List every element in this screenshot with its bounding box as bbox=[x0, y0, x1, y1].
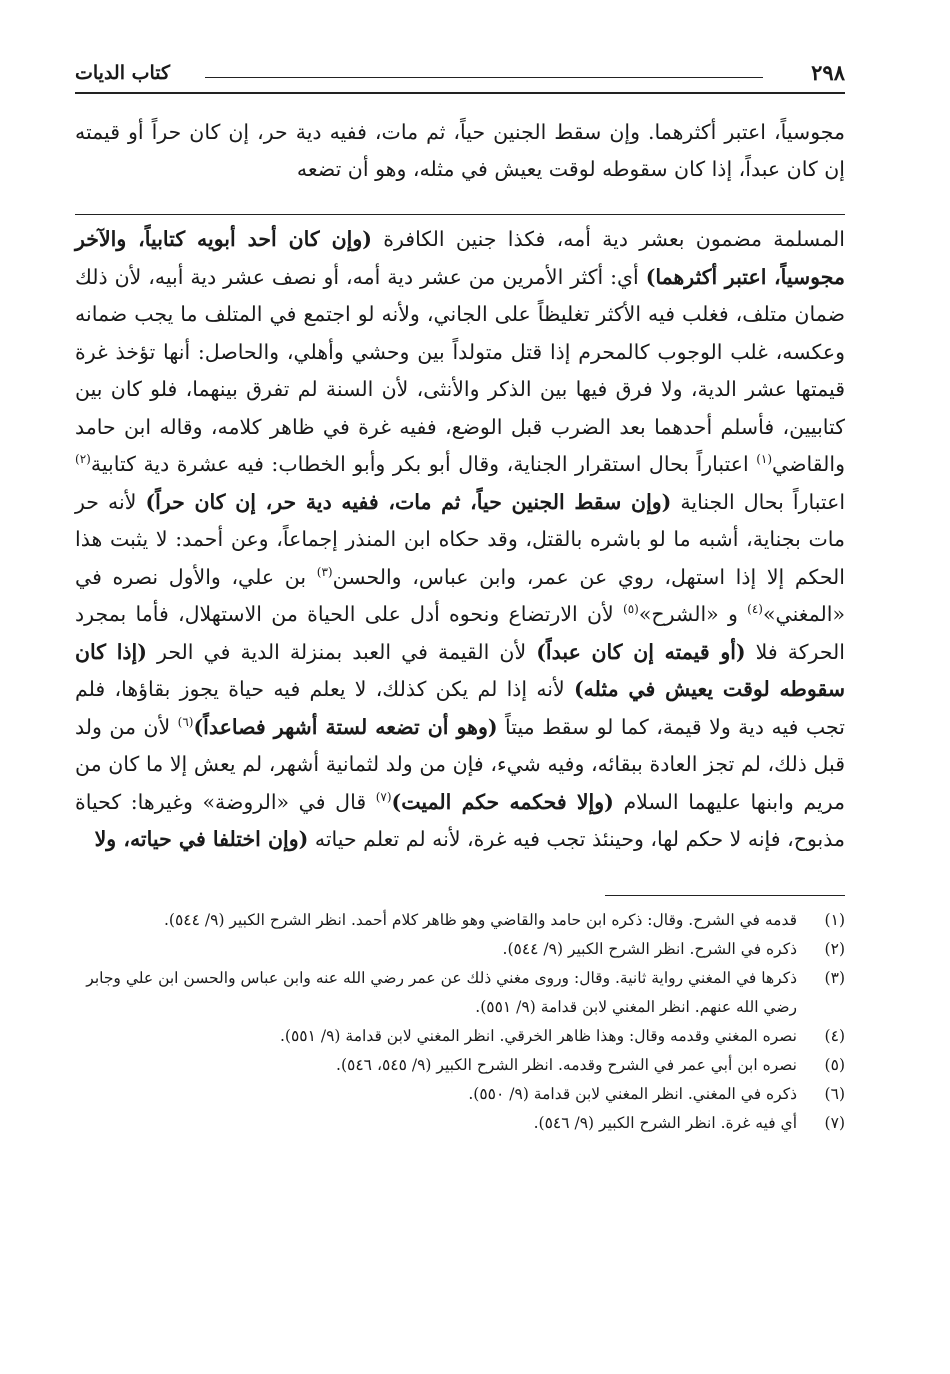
commentary-run: اعتباراً بحال الجناية bbox=[671, 489, 846, 514]
commentary-run: أي: أكثر الأمرين من عشر دية أمه، أو نصف عشر دية أبيه، لأن ذلك ضمان متلف، فغلب فيه الأكثر تغليظاً على الجاني، ولأنه لو اجتمع في المتلف ما يجب ضمانه وعكسه، غلب الوجوب كالمحرم إذا قتل متولداً بين وحشي وأهلي، والحاصل: أنها تؤخذ غرة قيمتها عشر الدية، ولا فرق فيها بين الذكر والأنثى، لأن السنة لم تفرق بينهما، فلو كان بين كتابيين، فأسلم أحدهما بعد الضرب قبل الوضع، ففيه غرة في ظاهر كلامه، وقاله ابن حامد والقاضي bbox=[75, 264, 845, 476]
footnote bbox=[75, 935, 845, 964]
footnote bbox=[75, 1022, 845, 1051]
commentary-run: لأنه إذا لم يكن كذلك، لا يعلم فيه حياة يجوز بقاؤها، فلم تجب فيه دية ولا قيمة، كما لو سقط ميتاً bbox=[75, 677, 845, 739]
footnote-ref: (١) bbox=[756, 452, 773, 467]
footnote-text: ذكره في المغني. انظر المغني لابن قدامة (٩/ ٥٥٠). bbox=[468, 1084, 797, 1103]
footnote-ref: (٤) bbox=[747, 602, 763, 617]
matn-quote: (وهو أن تضعه لستة أشهر فصاعداً) bbox=[193, 714, 498, 739]
footnote-number: (٦) bbox=[824, 1084, 845, 1103]
footnote-number: (٧) bbox=[824, 1113, 845, 1132]
commentary-text bbox=[75, 221, 845, 859]
footnotes bbox=[75, 906, 845, 1138]
commentary-run: اعتباراً بحال استقرار الجناية، وقال أبو بكر وأبو الخطاب: فيه عشرة دية كتابية bbox=[90, 452, 757, 476]
matn-quote: (إذا كان سقوطه لوقت يعيش في مثله) bbox=[75, 639, 845, 701]
footnote-number: (١) bbox=[824, 910, 845, 929]
footnote-number: (٥) bbox=[824, 1055, 845, 1074]
matn-quote: (وإن سقط الجنين حياً، ثم مات، ففيه دية حر، إن كان حراً) bbox=[145, 489, 672, 514]
footnote-ref: (٦) bbox=[177, 714, 194, 729]
commentary-run: لأن القيمة في العبد بمنزلة الدية في الحر bbox=[146, 639, 537, 664]
commentary-run: لأن من ولد قبل ذلك، لم تجز العادة ببقائه، وفيه شيء، فإن من ولد لثمانية أشهر، لم يعش إلا ما كان من مريم وابنها عليهما السلام bbox=[75, 714, 845, 814]
footnote-ref: (٧) bbox=[375, 789, 392, 804]
commentary-run: المسلمة مضمون بعشر دية أمه، فكذا جنين الكافرة bbox=[371, 227, 845, 251]
footnote-text: ذكرها في المغني رواية ثانية. وقال: وروى مغني ذلك عن عمر رضي الله عنه وابن عباس والحسن ابن علي وجابر رضي الله عنهم. انظر المغني لابن قدامة (٩/ ٥٥١). bbox=[86, 968, 797, 1016]
header-rule bbox=[205, 77, 763, 78]
matn-text: مجوسياً، اعتبر أكثرهما. وإن سقط الجنين حياً، ثم مات، ففيه دية حر، إن كان حراً أو قيمته إن كان عبداً، إذا كان سقوطه لوقت يعيش في مثله، وهو أن تضعه bbox=[75, 120, 845, 181]
matn-quote: (وإن اختلفا في حياته، ولا bbox=[94, 827, 309, 851]
footnote-ref: (٣) bbox=[316, 564, 333, 579]
matn-quote: (أو قيمته إن كان عبداً) bbox=[536, 639, 746, 664]
footnote bbox=[75, 964, 845, 1022]
page-header bbox=[75, 58, 845, 94]
matn-quote: (وإلا فحكمه حكم الميت) bbox=[391, 789, 614, 814]
matn-separator bbox=[75, 214, 845, 215]
footnote-ref: (٢) bbox=[75, 452, 91, 467]
footnote-text: نصره ابن أبي عمر في الشرح وقدمه. انظر الشرح الكبير (٩/ ٥٤٥، ٥٤٦). bbox=[336, 1055, 797, 1074]
commentary-run: بن علي، والأول نصره في «المغني» bbox=[75, 564, 846, 626]
running-title: كتاب الديات bbox=[75, 62, 171, 84]
commentary-run: قال في «الروضة» وغيرها: كحياة مذبوح، فإنه لا حكم لها، وحينئذ تجب فيه غرة، لأنه لم تعلم حياته bbox=[75, 789, 845, 851]
commentary-run: لأن الارتضاع ونحوه أدل على الحياة من الاستهلال، فأما بمجرد الحركة فلا bbox=[75, 602, 845, 664]
page-number: ٢٩٨ bbox=[811, 60, 845, 85]
footnote bbox=[75, 1109, 845, 1138]
commentary-run: لأنه حر مات بجناية، أشبه ما لو باشره بالقتل، وقد حكاه ابن المنذر إجماعاً، وعن أحمد: لا يثبت هذا الحكم إلا إذا استهل، روي عن عمر، وابن عباس، والحسن bbox=[75, 489, 845, 589]
footnote-ref: (٥) bbox=[623, 602, 639, 617]
footnote-text: ذكره في الشرح. انظر الشرح الكبير (٩/ ٥٤٤). bbox=[502, 939, 797, 958]
footnote-separator bbox=[605, 895, 845, 896]
footnote bbox=[75, 906, 845, 935]
footnote-text: قدمه في الشرح. وقال: ذكره ابن حامد والقاضي وهو ظاهر كلام أحمد. انظر الشرح الكبير (٩/ ٥٤٤). bbox=[164, 910, 797, 929]
matn-quote: (وإن كان أحد أبويه كتابياً، والآخر مجوسياً، اعتبر أكثرهما) bbox=[75, 227, 845, 289]
footnote bbox=[75, 1051, 845, 1080]
commentary-run: و «الشرح» bbox=[638, 602, 748, 626]
commentary-paragraph bbox=[75, 221, 845, 859]
footnote bbox=[75, 1080, 845, 1109]
footnote-text: نصره المغني وقدمه وقال: وهذا ظاهر الخرقي. انظر المغني لابن قدامة (٩/ ٥٥١). bbox=[279, 1026, 797, 1045]
book-page bbox=[75, 58, 845, 1138]
footnote-text: أي فيه غرة. انظر الشرح الكبير (٩/ ٥٤٦). bbox=[533, 1113, 797, 1132]
footnote-number: (٢) bbox=[824, 939, 845, 958]
footnote-number: (٣) bbox=[824, 968, 845, 987]
footnote-number: (٤) bbox=[824, 1026, 845, 1045]
